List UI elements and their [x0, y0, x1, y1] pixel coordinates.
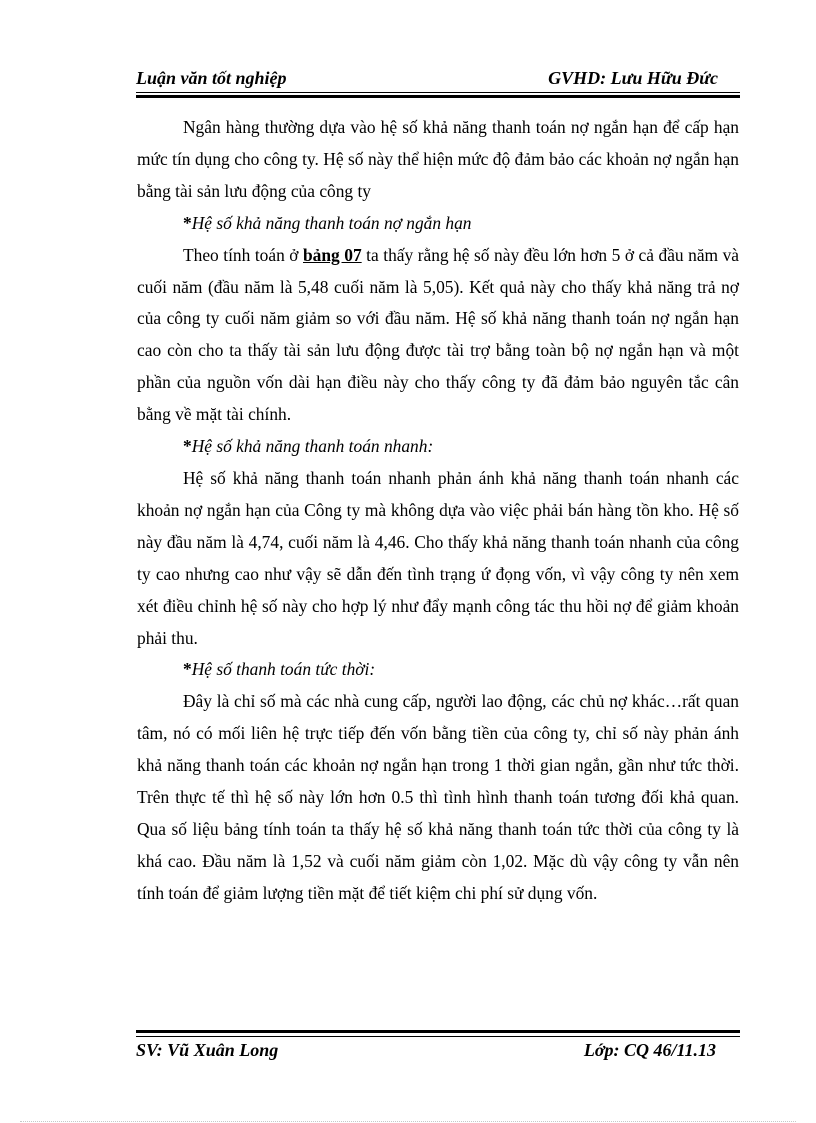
table-reference: bảng 07 — [303, 244, 362, 265]
paragraph-intro: Ngân hàng thường dựa vào hệ số khả năng thanh toán nợ ngắn hạn để cấp hạn mức tín dụng cho công ty. Hệ số này thể hiện mức độ đảm bảo các khoản nợ ngắn hạn bằng tài sản lưu động của công ty — [137, 117, 739, 201]
page-body — [137, 112, 739, 910]
page-header — [136, 68, 740, 92]
subheading-text: Hệ số khả năng thanh toán nhanh — [191, 436, 428, 457]
paragraph-quick-ratio: Hệ số khả năng thanh toán nhanh phản ánh khả năng thanh toán nhanh các khoản nợ ngắn hạn của Công ty mà không dựa vào việc phải bán hàng tồn kho. Hệ số này đầu năm là 4,74, cuối năm là 4,46. Cho thấy khả năng thanh toán nhanh của công ty cao nhưng cao như vậy sẽ dẫn đến tình trạng ứ đọng vốn, vì vậy công ty nên xem xét điều chỉnh hệ số này cho hợp lý như đẩy mạnh công tác thu hồi nợ để giảm khoản phải thu. — [137, 467, 739, 648]
footer-student: SV: Vũ Xuân Long — [136, 1040, 279, 1060]
header-title: Luận văn tốt nghiệp — [136, 68, 287, 88]
paragraph-short-term-ratio — [137, 240, 739, 431]
paragraph-cash-ratio: Đây là chỉ số mà các nhà cung cấp, người lao động, các chủ nợ khác…rất quan tâm, nó có mối liên hệ trực tiếp đến vốn bằng tiền của công ty, chỉ số này phản ánh khả năng thanh toán các khoản nợ ngắn hạn trong 1 thời gian ngắn, gần như tức thời. Trên thực tế thì hệ số này lớn hơn 0.5 thì tình hình thanh toán tương đối khả quan. Qua số liệu bảng tính toán ta thấy hệ số khả năng thanh toán tức thời của công ty là khá cao. Đầu năm là 1,52 và cuối năm giảm còn 1,02. Mặc dù vậy công ty vẫn nên tính toán để giảm lượng tiền mặt để tiết kiệm chi phí sử dụng vốn. — [137, 691, 739, 903]
paragraph-text: Theo tính toán ở — [183, 244, 303, 265]
subheading-short-term-ratio — [137, 208, 739, 240]
bullet-star: * — [183, 212, 192, 233]
subheading-quick-ratio — [137, 431, 739, 463]
header-advisor: GVHD: Lưu Hữu Đức — [548, 68, 718, 88]
page-footer — [136, 1040, 740, 1064]
footer-rule — [136, 1030, 740, 1037]
paragraph-text: ta thấy rằng hệ số này đều lớn hơn 5 ở cả đầu năm và cuối năm (đầu năm là 5,48 cuối năm là 5,05). Kết quả này cho thấy khả năng trả nợ của công ty cuối năm giảm so với đầu năm. Hệ số khả năng thanh toán nợ ngắn hạn cao còn cho ta thấy tài sản lưu động được tài trợ bằng toàn bộ nợ ngắn hạn và một phần của nguồn vốn dài hạn điều này cho thấy công ty đã đảm bảo nguyên tắc cân bằng về mặt tài chính. — [137, 244, 739, 425]
bullet-star: * — [183, 436, 192, 457]
header-rule — [136, 92, 740, 98]
subheading-text: Hệ số khả năng thanh toán nợ ngắn hạn — [191, 212, 472, 233]
subheading-cash-ratio — [137, 654, 739, 686]
bullet-star: * — [183, 659, 192, 680]
footer-class: Lớp: CQ 46/11.13 — [583, 1040, 716, 1060]
page-edge-divider — [20, 1121, 796, 1122]
subheading-colon: : — [427, 436, 434, 457]
subheading-text: Hệ số thanh toán tức thời — [191, 659, 370, 680]
subheading-colon: : — [369, 659, 376, 680]
